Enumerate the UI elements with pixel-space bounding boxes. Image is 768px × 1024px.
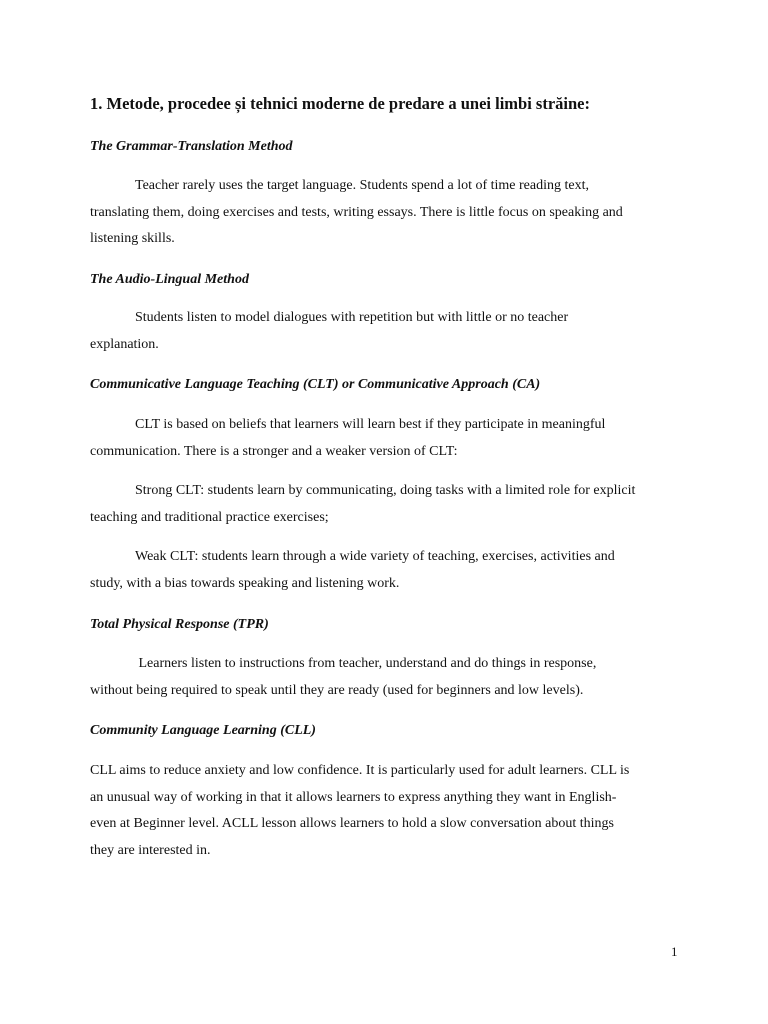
paragraph-line: Weak CLT: students learn through a wide variety of teaching, exercises, activities and: [135, 549, 615, 564]
section-heading-cll: Community Language Learning (CLL): [90, 723, 316, 738]
section-heading-grammar-translation: The Grammar-Translation Method: [90, 139, 293, 154]
paragraph-strong-clt: [90, 478, 690, 531]
paragraph-line: even at Beginner level. ACLL lesson allows learners to hold a slow conversation about things: [90, 816, 614, 831]
paragraph-line: an unusual way of working in that it allows learners to express anything they want in English-: [90, 789, 617, 805]
paragraph-line: Teacher rarely uses the target language. Students spend a lot of time reading text,: [135, 178, 589, 193]
paragraph-line: listening skills.: [90, 231, 175, 246]
document-title: 1. Metode, procedee și tehnici moderne de predare a unei limbi străine:: [90, 94, 590, 113]
paragraph-line: CLT is based on beliefs that learners will learn best if they participate in meaningful: [135, 417, 606, 432]
paragraph-line: CLL aims to reduce anxiety and low confidence. It is particularly used for adult learners. CLL is: [90, 763, 630, 778]
page-number: 1: [671, 944, 678, 959]
paragraph-audio-lingual: [90, 305, 690, 358]
paragraph-line: Learners listen to instructions from teacher, understand and do things in response,: [135, 656, 597, 671]
paragraph-clt-intro: [90, 412, 690, 465]
paragraph-cll: [90, 758, 690, 864]
paragraph-line: translating them, doing exercises and tests, writing essays. There is little focus on speaking and: [90, 204, 623, 220]
paragraph-line: teaching and traditional practice exercises;: [90, 509, 329, 525]
section-heading-tpr: Total Physical Response (TPR): [90, 617, 269, 632]
paragraph-line: Students listen to model dialogues with repetition but with little or no teacher: [135, 310, 569, 325]
section-heading-clt: Communicative Language Teaching (CLT) or Communicative Approach (CA): [90, 377, 541, 392]
paragraph-line: communication. There is a stronger and a weaker version of CLT:: [90, 443, 458, 459]
paragraph-line: study, with a bias towards speaking and listening work.: [90, 575, 400, 591]
paragraph-line: Strong CLT: students learn by communicating, doing tasks with a limited role for explicit: [135, 483, 636, 498]
paragraph-grammar-translation: [90, 173, 690, 253]
paragraph-line: explanation.: [90, 336, 159, 352]
paragraph-weak-clt: [90, 544, 690, 597]
section-heading-audio-lingual: The Audio-Lingual Method: [90, 272, 249, 287]
paragraph-tpr: [90, 651, 690, 704]
paragraph-line: without being required to speak until they are ready (used for beginners and low levels).: [90, 682, 584, 698]
paragraph-line: they are interested in.: [90, 842, 211, 858]
